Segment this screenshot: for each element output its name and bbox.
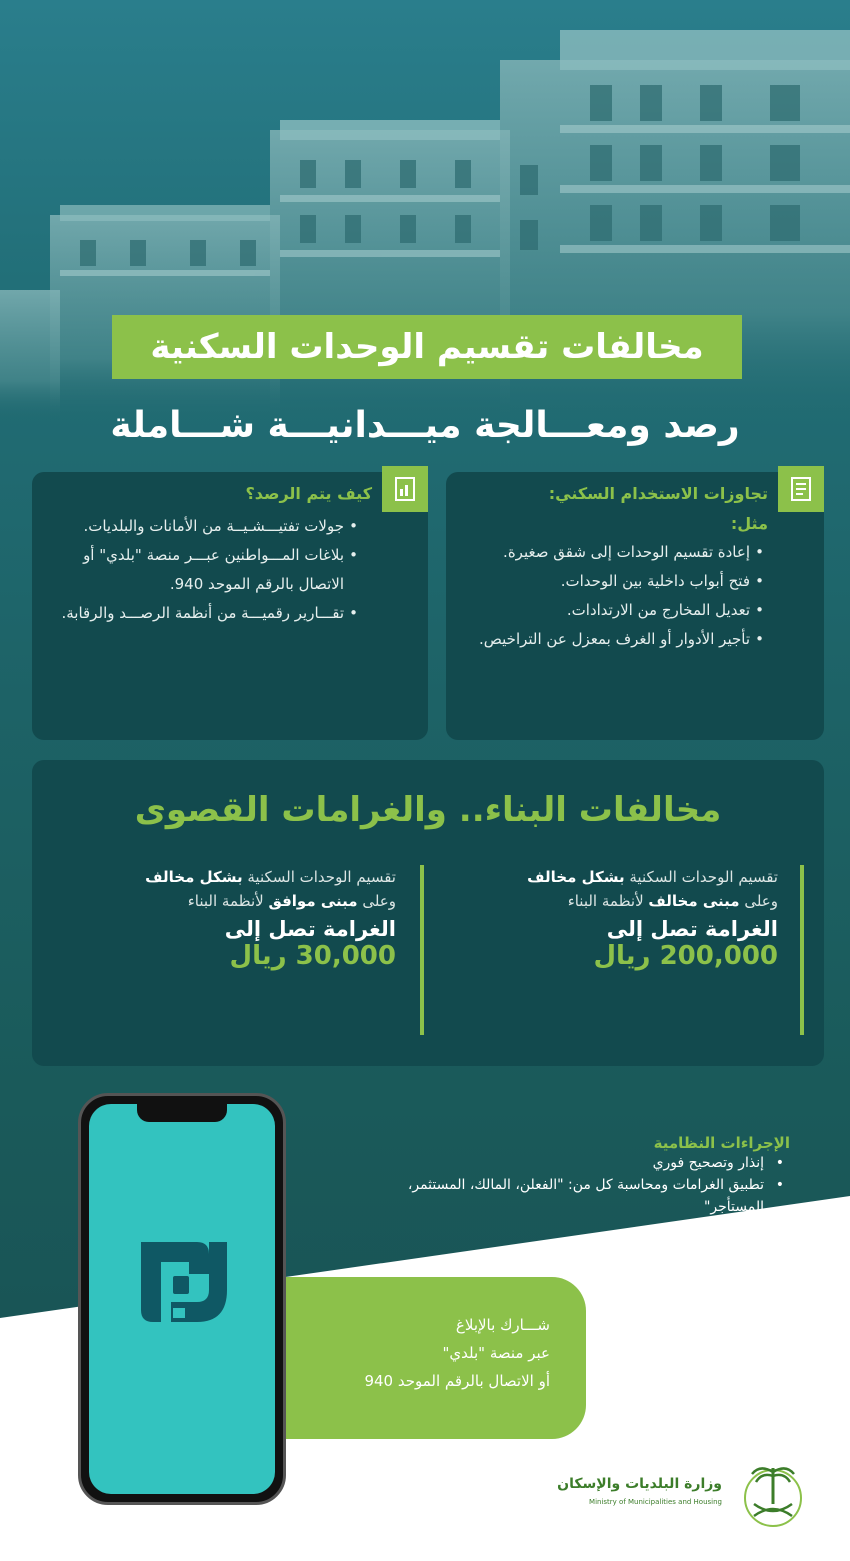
- monitoring-list: [58, 512, 358, 628]
- fine-card-violating-building: [434, 865, 804, 1035]
- fine-amount: 30,000 ريال: [229, 941, 396, 971]
- fine-text-bold: مبنى مخالف: [648, 892, 740, 910]
- list-item: • إعادة تقسيم الوحدات إلى شقق صغيرة.: [464, 538, 764, 567]
- fine-text-bold: مبنى موافق: [268, 892, 358, 910]
- page-subtitle: رصد ومعـــالجة ميـــدانيـــة شـــاملة: [110, 405, 740, 446]
- report-icon: [382, 466, 428, 512]
- monitoring-panel: [32, 472, 428, 740]
- fines-section: [32, 760, 824, 1066]
- ministry-logo: [557, 1458, 820, 1530]
- monitoring-heading: كيف يتم الرصد؟: [245, 484, 372, 503]
- phone-mockup: [78, 1093, 286, 1505]
- fine-text-bold: بشكل مخالف: [527, 868, 625, 886]
- fines-title: مخالفات البناء.. والغرامات القصوى: [134, 790, 722, 830]
- fine-card-compliant-building: [44, 865, 424, 1035]
- fine-description: [44, 865, 396, 913]
- list-item: • إنذار وتصحيح فوري: [370, 1152, 790, 1174]
- procedures-heading: الإجراءات النظامية: [653, 1134, 790, 1152]
- fine-text-bold: بشكل مخالف: [145, 868, 243, 886]
- cta-line: عبر منصة "بلدي": [442, 1344, 550, 1362]
- cta-line: شـــارك بالإبلاغ: [455, 1316, 550, 1334]
- fine-amount: 200,000 ريال: [593, 941, 778, 971]
- list-item: • فتح أبواب داخلية بين الوحدات.: [464, 567, 764, 596]
- procedures-list: [370, 1152, 790, 1218]
- page-title: مخالفات تقسيم الوحدات السكنية: [150, 327, 704, 367]
- fine-text: تقسيم الوحدات السكنية: [624, 868, 778, 886]
- document-icon: [778, 466, 824, 512]
- procedures-section: [370, 1134, 790, 1218]
- balady-logo-icon: [137, 1234, 231, 1330]
- cta-line: أو الاتصال بالرقم الموحد 940: [364, 1372, 550, 1390]
- fine-text: وعلى: [357, 892, 396, 910]
- violations-panel: [446, 472, 824, 740]
- phone-notch: [137, 1104, 227, 1122]
- palm-swords-emblem-icon: [734, 1458, 812, 1530]
- fine-description: [434, 865, 778, 913]
- ministry-name-en: Ministry of Municipalities and Housing: [589, 1498, 722, 1506]
- fine-text: تقسيم الوحدات السكنية: [242, 868, 396, 886]
- cta-text: [364, 1311, 550, 1395]
- ministry-name: وزارة البلديات والإسكان: [557, 1476, 722, 1492]
- fine-label: الغرامة تصل إلى: [224, 917, 396, 941]
- violations-example-label: مثل:: [730, 514, 768, 533]
- fine-text: لأنظمة البناء: [567, 892, 649, 910]
- list-item: • تعديل المخارج من الارتدادات.: [464, 596, 764, 625]
- title-banner: [112, 315, 742, 379]
- report-cta-box: [262, 1277, 586, 1439]
- fine-label: الغرامة تصل إلى: [606, 917, 778, 941]
- list-item: • تقـــارير رقميـــة من أنظمة الرصـــد والرقابة.: [58, 599, 358, 628]
- list-item: • تأجير الأدوار أو الغرف بمعزل عن التراخيص.: [464, 625, 764, 654]
- list-item: • تطبيق الغرامات ومحاسبة كل من: "الفعلن، المالك، المستثمر، المستأجر": [370, 1174, 790, 1218]
- list-item: • بلاغات المـــواطنين عبـــر منصة "بلدي" أو الاتصال بالرقم الموحد 940.: [58, 541, 358, 599]
- list-item: • جولات تفتيـــشـيــة من الأمانات والبلديات.: [58, 512, 358, 541]
- violations-list: [464, 538, 764, 654]
- fine-text: لأنظمة البناء: [187, 892, 269, 910]
- fine-text: وعلى: [739, 892, 778, 910]
- violations-heading: تجاوزات الاستخدام السكني:: [548, 484, 768, 503]
- phone-screen: [89, 1104, 275, 1494]
